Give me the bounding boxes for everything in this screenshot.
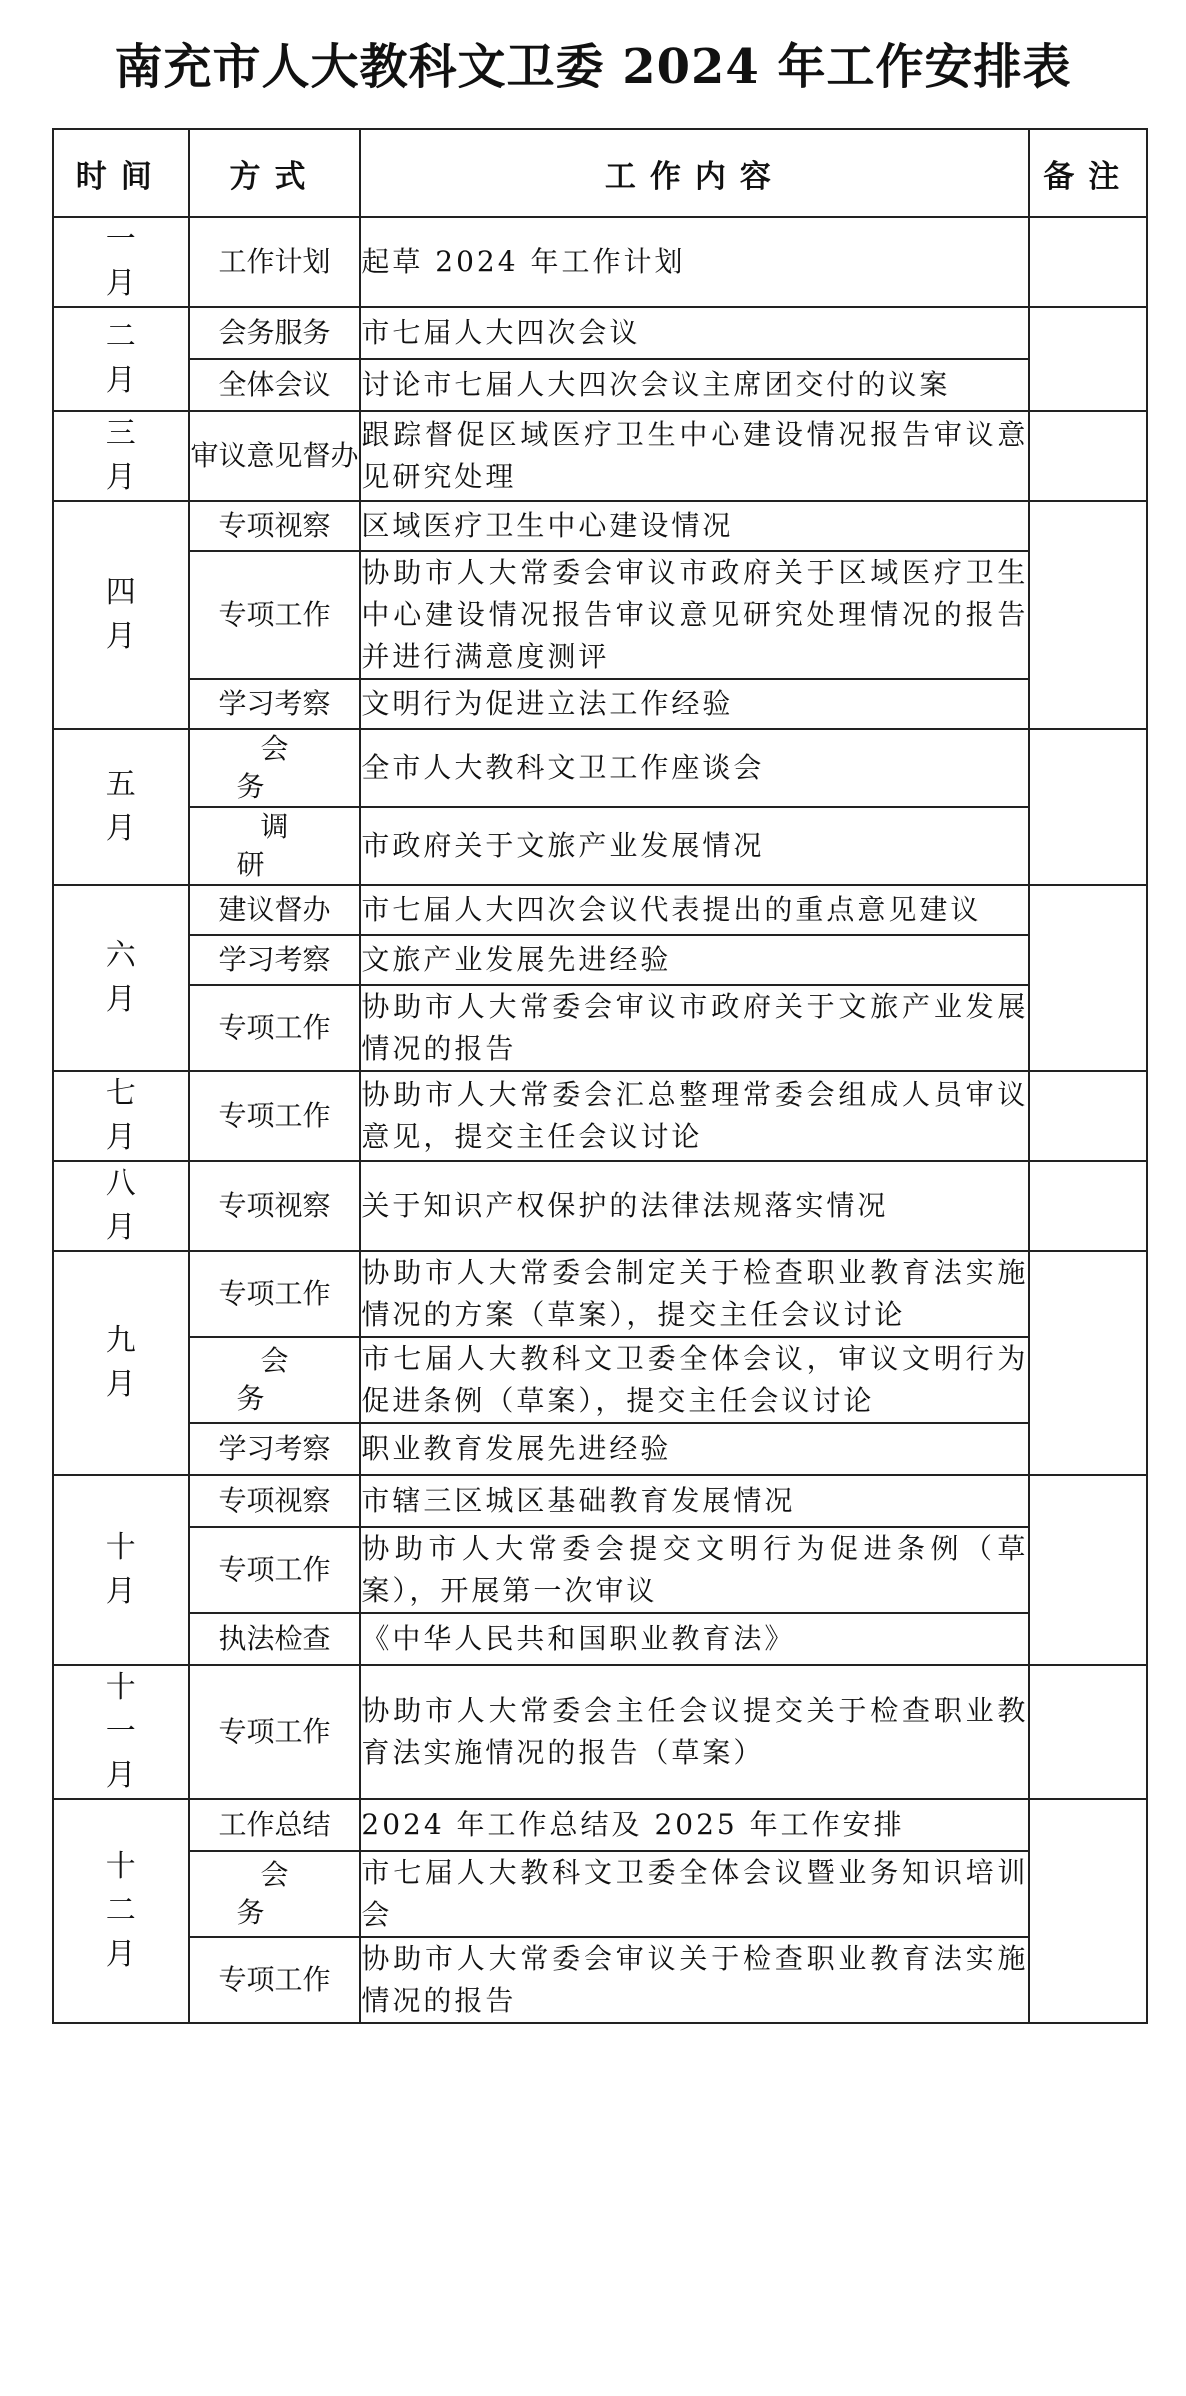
schedule-row <box>53 1851 1147 1937</box>
schedule-row <box>53 1071 1147 1161</box>
remark-cell <box>1029 411 1147 501</box>
method-cell: 专项视察 <box>189 501 361 551</box>
content-cell: 关于知识产权保护的法律法规落实情况 <box>360 1161 1029 1251</box>
content-cell: 2024 年工作总结及 2025 年工作安排 <box>360 1799 1029 1851</box>
method-cell: 会务 <box>189 1337 361 1423</box>
month-cell <box>53 501 189 729</box>
content-cell: 市七届人大四次会议代表提出的重点意见建议 <box>360 885 1029 935</box>
method-cell: 会务 <box>189 729 361 807</box>
remark-cell <box>1029 885 1147 1071</box>
method-cell: 学习考察 <box>189 679 361 729</box>
month-label: 五 月 <box>105 767 136 846</box>
content-cell: 协助市人大常委会审议市政府关于区域医疗卫生中心建设情况报告审议意见研究处理情况的报告并进行满意度测评 <box>360 551 1029 679</box>
content-cell: 协助市人大常委会制定关于检查职业教育法实施情况的方案（草案），提交主任会议讨论 <box>360 1251 1029 1337</box>
month-label: 十 一 月 <box>105 1670 136 1793</box>
header-content: 工作内容 <box>360 129 1029 217</box>
remark-cell <box>1029 501 1147 729</box>
content-cell: 文明行为促进立法工作经验 <box>360 679 1029 729</box>
month-cell <box>53 411 189 501</box>
month-cell <box>53 1071 189 1161</box>
month-cell <box>53 1799 189 2023</box>
content-cell: 讨论市七届人大四次会议主席团交付的议案 <box>360 359 1029 411</box>
remark-cell <box>1029 217 1147 307</box>
schedule-body <box>53 217 1147 2023</box>
header-row <box>53 129 1147 217</box>
schedule-row <box>53 307 1147 359</box>
header-remark: 备注 <box>1029 129 1147 217</box>
month-cell <box>53 1161 189 1251</box>
month-cell <box>53 1251 189 1475</box>
remark-cell <box>1029 1475 1147 1665</box>
method-cell: 专项视察 <box>189 1161 361 1251</box>
schedule-row <box>53 217 1147 307</box>
header-method: 方式 <box>189 129 361 217</box>
remark-cell <box>1029 1161 1147 1251</box>
content-cell: 全市人大教科文卫工作座谈会 <box>360 729 1029 807</box>
month-cell <box>53 1665 189 1799</box>
method-cell: 专项工作 <box>189 985 361 1071</box>
page-title: 南充市人大教科文卫委 2024 年工作安排表 <box>114 39 1072 95</box>
month-label: 十 月 <box>105 1530 136 1609</box>
month-label: 二 月 <box>105 319 136 398</box>
schedule-row <box>53 1337 1147 1423</box>
method-cell: 专项工作 <box>189 1937 361 2023</box>
content-cell: 协助市人大常委会提交文明行为促进条例（草案），开展第一次审议 <box>360 1527 1029 1613</box>
schedule-row <box>53 359 1147 411</box>
method-cell: 学习考察 <box>189 1423 361 1475</box>
content-cell: 协助市人大常委会审议市政府关于文旅产业发展情况的报告 <box>360 985 1029 1071</box>
schedule-row <box>53 551 1147 679</box>
month-label: 九 月 <box>105 1323 136 1402</box>
schedule-row <box>53 1251 1147 1337</box>
method-cell: 建议督办 <box>189 885 361 935</box>
method-cell: 审议意见督办 <box>189 411 361 501</box>
month-cell <box>53 307 189 411</box>
content-cell: 协助市人大常委会汇总整理常委会组成人员审议意见，提交主任会议讨论 <box>360 1071 1029 1161</box>
remark-cell <box>1029 729 1147 885</box>
remark-cell <box>1029 1071 1147 1161</box>
content-cell: 协助市人大常委会主任会议提交关于检查职业教育法实施情况的报告（草案） <box>360 1665 1029 1799</box>
content-cell: 市政府关于文旅产业发展情况 <box>360 807 1029 885</box>
content-cell: 职业教育发展先进经验 <box>360 1423 1029 1475</box>
month-label: 七 月 <box>105 1076 136 1155</box>
content-cell: 文旅产业发展先进经验 <box>360 935 1029 985</box>
month-cell <box>53 1475 189 1665</box>
month-label: 一 月 <box>105 222 136 301</box>
remark-cell <box>1029 1799 1147 2023</box>
month-label: 六 月 <box>105 938 136 1017</box>
method-cell: 专项工作 <box>189 1071 361 1161</box>
method-cell: 工作计划 <box>189 217 361 307</box>
content-cell: 协助市人大常委会审议关于检查职业教育法实施情况的报告 <box>360 1937 1029 2023</box>
schedule-row <box>53 679 1147 729</box>
content-cell: 起草 2024 年工作计划 <box>360 217 1029 307</box>
content-cell: 区域医疗卫生中心建设情况 <box>360 501 1029 551</box>
remark-cell <box>1029 1665 1147 1799</box>
work-schedule-table <box>52 128 1148 2024</box>
method-cell: 专项工作 <box>189 551 361 679</box>
method-cell: 工作总结 <box>189 1799 361 1851</box>
schedule-row <box>53 885 1147 935</box>
method-cell: 会务服务 <box>189 307 361 359</box>
month-label: 三 月 <box>105 416 136 495</box>
schedule-row <box>53 935 1147 985</box>
schedule-row <box>53 1665 1147 1799</box>
schedule-row <box>53 729 1147 807</box>
method-cell: 专项工作 <box>189 1527 361 1613</box>
month-label: 十 二 月 <box>105 1849 136 1972</box>
content-cell: 市七届人大教科文卫委全体会议，审议文明行为促进条例（草案），提交主任会议讨论 <box>360 1337 1029 1423</box>
content-cell: 市七届人大四次会议 <box>360 307 1029 359</box>
method-cell: 学习考察 <box>189 935 361 985</box>
month-cell <box>53 217 189 307</box>
schedule-row <box>53 501 1147 551</box>
remark-cell <box>1029 1251 1147 1475</box>
content-cell: 《中华人民共和国职业教育法》 <box>360 1613 1029 1665</box>
method-cell: 专项工作 <box>189 1665 361 1799</box>
month-label: 四 月 <box>105 575 136 654</box>
schedule-row <box>53 1527 1147 1613</box>
schedule-row <box>53 1423 1147 1475</box>
month-cell <box>53 729 189 885</box>
content-cell: 市辖三区城区基础教育发展情况 <box>360 1475 1029 1527</box>
content-cell: 跟踪督促区域医疗卫生中心建设情况报告审议意见研究处理 <box>360 411 1029 501</box>
content-cell: 市七届人大教科文卫委全体会议暨业务知识培训会 <box>360 1851 1029 1937</box>
method-cell: 调研 <box>189 807 361 885</box>
month-cell <box>53 885 189 1071</box>
schedule-row <box>53 985 1147 1071</box>
method-cell: 会务 <box>189 1851 361 1937</box>
header-time: 时间 <box>53 129 189 217</box>
month-label: 八 月 <box>105 1166 136 1245</box>
schedule-row <box>53 411 1147 501</box>
schedule-row <box>53 1613 1147 1665</box>
schedule-row <box>53 1799 1147 1851</box>
schedule-row <box>53 807 1147 885</box>
method-cell: 专项工作 <box>189 1251 361 1337</box>
method-cell: 专项视察 <box>189 1475 361 1527</box>
method-cell: 执法检查 <box>189 1613 361 1665</box>
remark-cell <box>1029 307 1147 411</box>
schedule-row <box>53 1161 1147 1251</box>
schedule-row <box>53 1475 1147 1527</box>
method-cell: 全体会议 <box>189 359 361 411</box>
schedule-row <box>53 1937 1147 2023</box>
